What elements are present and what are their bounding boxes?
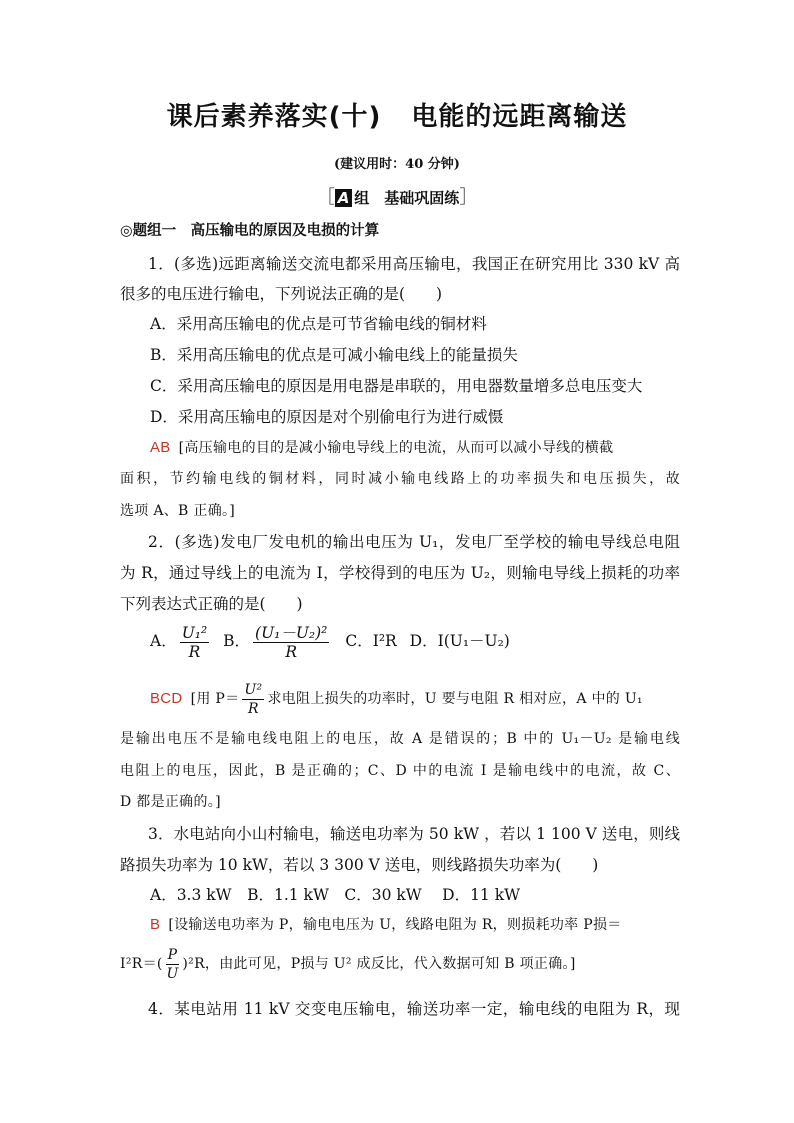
q2-answer-line2: 是输出电压不是输电线电阻上的电压，故 A 是错误的；B 中的 U₁－U₂ 是输电线: [120, 731, 680, 747]
q4-stem-line1: 4．某电站用 11 kV 交变电压输电，输送功率一定，输电线的电阻为 R，现: [148, 1000, 680, 1018]
title-left: 课后素养落实(十): [166, 102, 382, 132]
q1-stem-line1: 1．(多选)远距离输送交流电都采用高压输电，我国正在研究用比 330 kV 高: [148, 255, 680, 273]
q1-stem-line2: 很多的电压进行输电，下列说法正确的是( ): [120, 285, 443, 303]
q1-answer-line3: 选项 A、B 正确。]: [120, 503, 236, 519]
q2-answer-key: BCD: [150, 690, 183, 707]
q2-answer-line4: D 都是正确的。]: [120, 794, 221, 810]
q1-option-c: C．采用高压输电的原因是用电器是串联的，用电器数量增多总电压变大: [150, 377, 643, 395]
title-right: 电能的远距离输送: [411, 102, 628, 132]
q1-option-d: D．采用高压输电的原因是对个别偷电行为进行威慑: [150, 408, 504, 426]
section-heading: ◎题组一 高压输电的原因及电损的计算: [120, 223, 380, 239]
q3-answer-line2: I²R＝( $\frac{P}{U}$ )²R，由此可见，P损与 U² 成反比，代入数据可知 B 项正确。]: [120, 946, 576, 982]
q3-stem-line1: 3．水电站向小山村输电，输送电功率为 50 kW ，若以 1 100 V 送电，则线: [148, 825, 680, 843]
group-letter-badge: A: [335, 189, 353, 207]
q1-answer-line1: AB [高压输电的目的是减小输电导线上的电流，从而可以减小导线的横截: [150, 439, 614, 456]
q3-answer-key: B: [150, 916, 161, 933]
q2-stem-line3: 下列表达式正确的是( ): [120, 595, 303, 613]
q1-option-b: B．采用高压输电的优点是可减小输电线上的能量损失: [150, 346, 518, 364]
q2-stem-line2: 为 R，通过导线上的电流为 I，学校得到的电压为 U₂，则输电导线上损耗的功率: [120, 564, 680, 582]
q1-answer-key: AB: [150, 439, 171, 456]
q3-answer-line1: B [设输送电功率为 P，输电电压为 U，线路电阻为 R，则损耗功率 P损＝: [150, 916, 622, 933]
group-heading: ［ A 组 基础巩固练］: [316, 187, 478, 208]
time-suggestion: (建议用时：40 分钟): [334, 157, 460, 172]
page-title: [0, 96, 794, 133]
q3-stem-line2: 路损失功率为 10 kW，若以 3 300 V 送电，则线路损失功率为( ): [120, 856, 599, 874]
q2-stem-line1: 2．(多选)发电厂发电机的输出电压为 U₁，发电厂至学校的输电导线总电阻: [148, 533, 680, 551]
q1-option-a: A．采用高压输电的优点是可节省输电线的铜材料: [150, 315, 487, 333]
q3-answer-fraction: $\frac{P}{U}$: [166, 946, 179, 982]
q2-option-a-fraction: $\frac{\text{U₁²}}{R}$: [181, 623, 208, 661]
q2-option-c: C．I²R: [345, 632, 397, 650]
q2-option-d: D．I(U₁－U₂): [409, 632, 510, 650]
q2-answer-line1: BCD [用 P＝ $\frac{\text{U²}}{R}$ 求电阻上损失的功率时，U 要与电阻 R 相对应，A 中的 U₁: [150, 681, 643, 717]
q2-option-b-fraction: $\frac{\text{(U₁－U₂)²}}{R}$: [255, 623, 328, 661]
q3-options: A．3.3 kW B．1.1 kW C．30 kW D．11 kW: [150, 886, 521, 904]
q2-answer-fraction: $\frac{\text{U²}}{R}$: [244, 681, 263, 717]
q2-answer-line3: 电阻上的电压，因此，B 是正确的；C、D 中的电流 I 是输电线中的电流，故 C、: [120, 763, 680, 779]
group-label: 组 基础巩固练: [354, 189, 460, 207]
q2-options: A． $\frac{\text{U₁²}}{R}$ B． $\frac{\text{(U₁－U₂)²}}{R}$ C．I²R D．I(U₁－U₂): [150, 623, 510, 661]
q1-answer-line2: 面积，节约输电线的铜材料，同时减小输电线路上的功率损失和电压损失，故: [120, 471, 680, 487]
